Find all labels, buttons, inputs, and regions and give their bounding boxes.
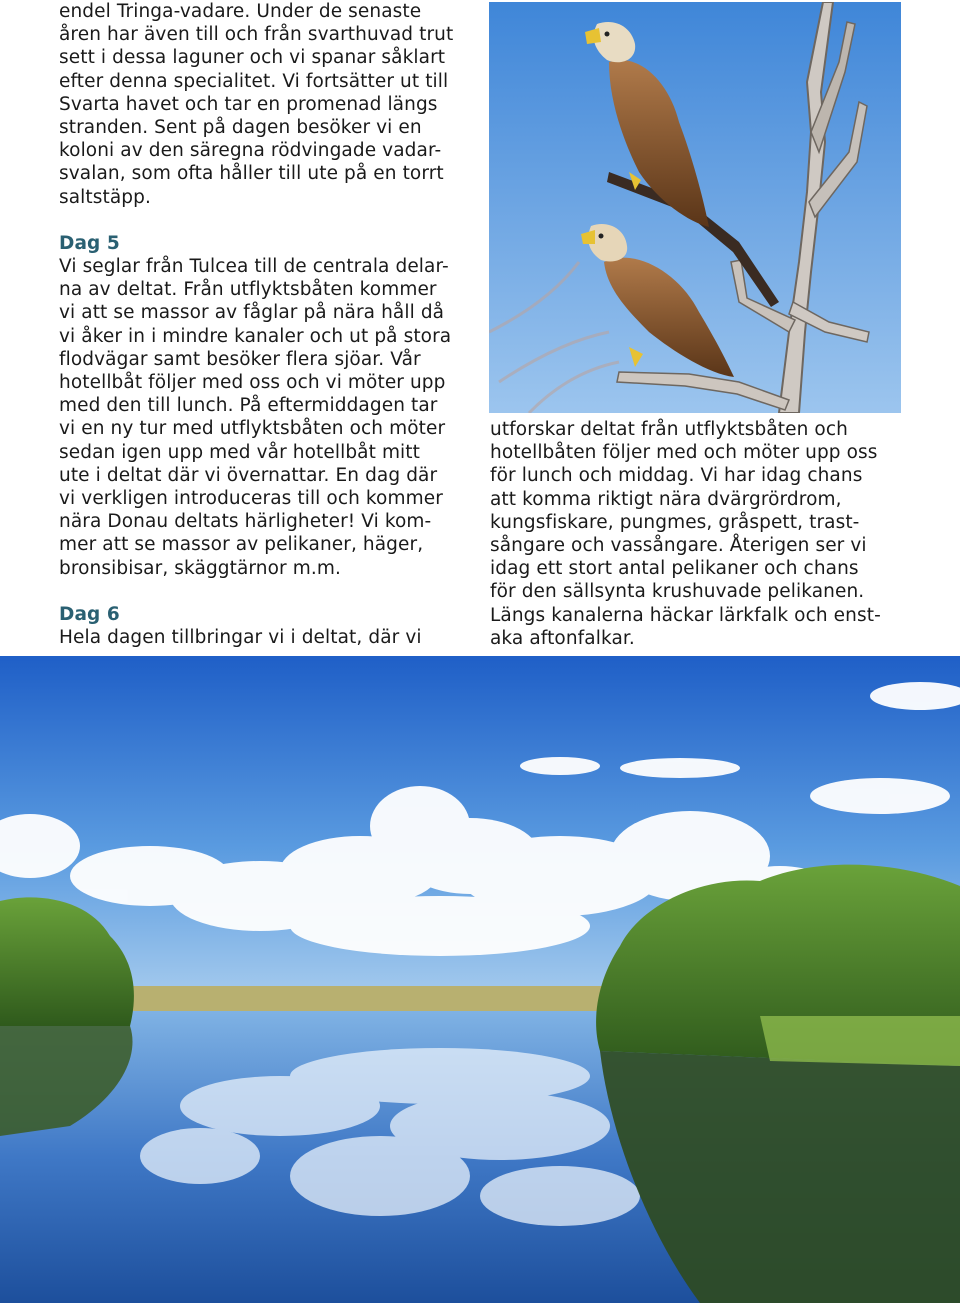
day5-line: vi att se massor av fåglar på nära håll då bbox=[59, 302, 445, 324]
intro-line: endel Tringa-vadare. Under de senaste bbox=[59, 1, 422, 22]
day6-line: Hela dagen tillbringar vi i deltat, där vi bbox=[59, 627, 422, 649]
day5-line: med den till lunch. På eftermiddagen tar bbox=[59, 395, 438, 417]
day5-line: na av deltat. Från utflyktsbåten kommer bbox=[59, 279, 437, 301]
right-line: idag ett stort antal pelikaner och chans bbox=[490, 558, 859, 580]
right-line: för den sällsynta krushuvade pelikanen. bbox=[490, 581, 865, 603]
intro-line: åren har även till och från svarthuvad trut bbox=[59, 24, 454, 46]
day5-line: sedan igen upp med vår hotellbåt mitt bbox=[59, 441, 421, 463]
eagles-photo bbox=[489, 2, 901, 413]
intro-line: sett i dessa laguner och vi spanar såklart bbox=[59, 47, 446, 69]
intro-line: koloni av den säregna rödvingade vadar- bbox=[59, 140, 442, 162]
right-line: hotellbåten följer med och möter upp oss bbox=[490, 442, 878, 464]
day5-line: vi en ny tur med utflyktsbåten och möter bbox=[59, 418, 446, 440]
day5-line: vi åker in i mindre kanaler och ut på stora bbox=[59, 325, 452, 347]
day6-heading: Dag 6 bbox=[59, 603, 120, 625]
day5-line: Vi seglar från Tulcea till de centrala delar- bbox=[59, 256, 449, 278]
right-line: utforskar deltat från utflyktsbåten och bbox=[490, 419, 848, 440]
right-line: Längs kanalerna häckar lärkfalk och enst- bbox=[490, 604, 881, 626]
right-line: kungsfiskare, pungmes, gråspett, trast- bbox=[490, 511, 860, 533]
right-line: för lunch och middag. Vi har idag chans bbox=[490, 465, 863, 487]
day5-heading: Dag 5 bbox=[59, 232, 120, 254]
right-line: att komma riktigt nära dvärgrördrom, bbox=[490, 488, 842, 510]
danube-delta-photo bbox=[0, 656, 960, 1303]
right-line: aka aftonfalkar. bbox=[490, 627, 635, 649]
left-text-column bbox=[59, 0, 479, 649]
intro-line: svalan, som ofta håller till ute på en torrt bbox=[59, 163, 444, 185]
day5-line: bronsibisar, skäggtärnor m.m. bbox=[59, 557, 341, 579]
day5-line: ute i deltat där vi övernattar. En dag där bbox=[59, 464, 438, 486]
right-text-column bbox=[490, 418, 910, 650]
intro-line: saltstäpp. bbox=[59, 186, 151, 208]
intro-line: stranden. Sent på dagen besöker vi en bbox=[59, 117, 422, 139]
day5-line: vi verkligen introduceras till och kommer bbox=[59, 488, 443, 510]
day5-line: mer att se massor av pelikaner, häger, bbox=[59, 534, 424, 556]
intro-line: Svarta havet och tar en promenad längs bbox=[59, 93, 438, 115]
day5-line: nära Donau deltats härligheter! Vi kom- bbox=[59, 511, 432, 533]
intro-line: efter denna specialitet. Vi fortsätter ut till bbox=[59, 70, 449, 92]
day5-line: hotellbåt följer med oss och vi möter upp bbox=[59, 372, 446, 394]
right-line: sångare och vassångare. Återigen ser vi bbox=[490, 535, 867, 557]
day5-line: flodvägar samt besöker flera sjöar. Vår bbox=[59, 348, 421, 370]
